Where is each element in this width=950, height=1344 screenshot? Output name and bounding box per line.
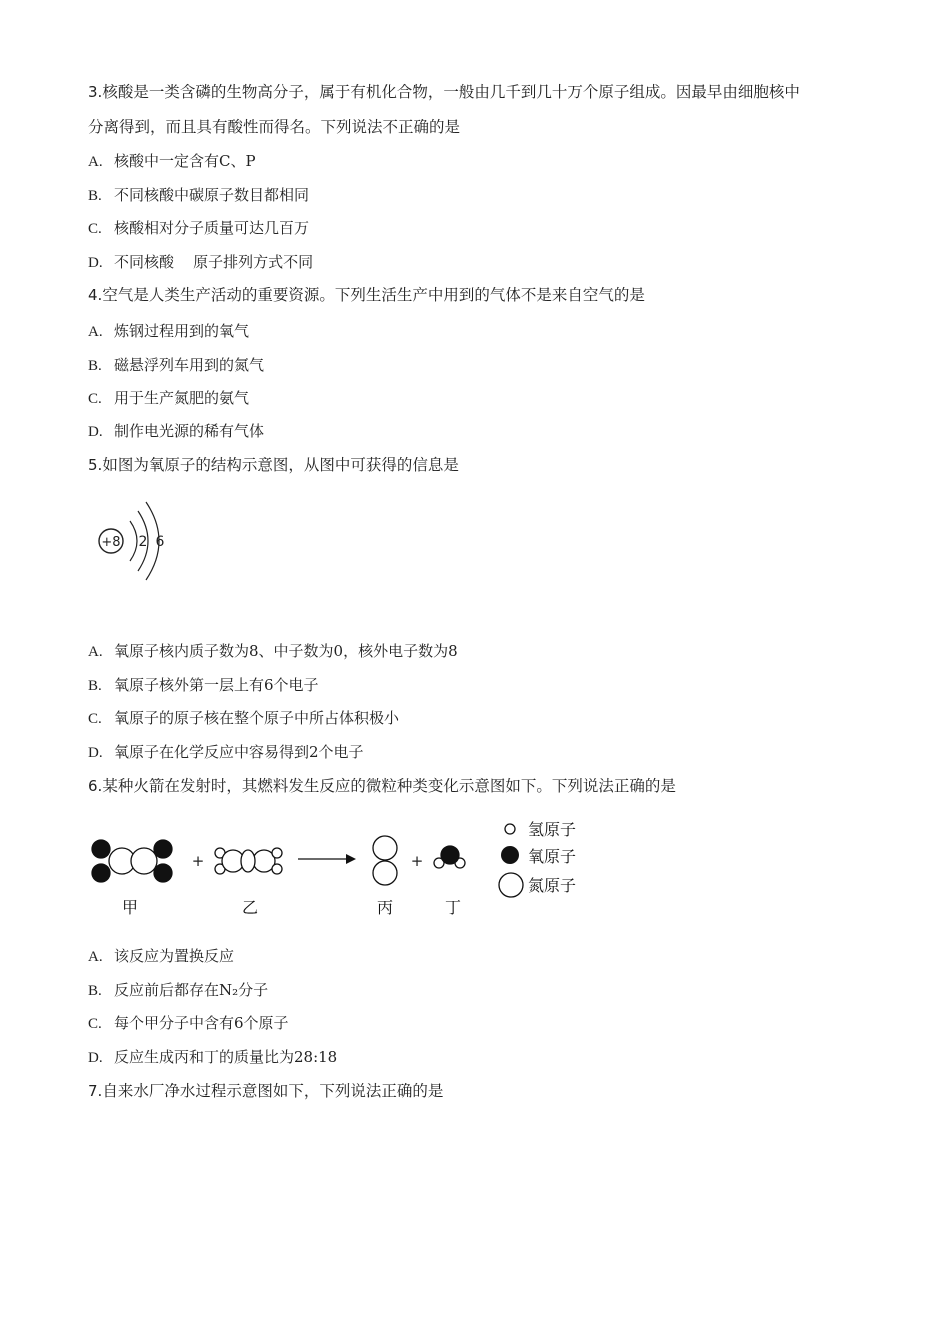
- q5-option-b[interactable]: [88, 675, 319, 696]
- question-6-stem: [88, 776, 676, 796]
- question-number: 6.: [88, 777, 103, 795]
- option-text: 核酸中一定含有C、P: [114, 152, 256, 170]
- option-letter: C.: [88, 1016, 102, 1032]
- question-number: 3.: [88, 83, 103, 101]
- option-text: 用于生产氮肥的氨气: [114, 389, 250, 407]
- q6-option-c[interactable]: [88, 1013, 289, 1034]
- q3-option-d[interactable]: [88, 252, 313, 273]
- option-letter: D.: [88, 255, 103, 271]
- option-letter: A.: [88, 324, 103, 340]
- option-letter: B.: [88, 358, 102, 374]
- option-text: 磁悬浮列车用到的氮气: [114, 356, 265, 374]
- q4-option-b[interactable]: [88, 355, 264, 376]
- question-number: 5.: [88, 456, 103, 474]
- nucleus-charge: +8: [101, 535, 121, 550]
- question-3-stem-line1: [88, 82, 800, 102]
- option-letter: A.: [88, 949, 103, 965]
- label-yi: 乙: [241, 898, 259, 917]
- option-text: 氧原子的原子核在整个原子中所占体积极小: [114, 709, 400, 727]
- molecule-ding: [434, 846, 465, 868]
- legend: [499, 820, 576, 897]
- q3-option-b[interactable]: [88, 185, 309, 206]
- legend-oxygen-symbol: [501, 846, 519, 864]
- legend-nitrogen-symbol: [499, 873, 523, 897]
- shell1-electrons: 2: [138, 534, 148, 550]
- legend-hydrogen-symbol: [505, 824, 515, 834]
- q3-option-a[interactable]: [88, 151, 256, 172]
- option-letter: A.: [88, 644, 103, 660]
- question-text: 空气是人类生产活动的重要资源。下列生活生产中用到的气体不是来自空气的是: [102, 286, 645, 304]
- molecule-bing: [373, 836, 397, 885]
- question-text: 某种火箭在发射时，其燃料发生反应的微粒种类变化示意图如下。下列说法正确的是: [102, 777, 676, 795]
- option-text: 该反应为置换反应: [114, 947, 235, 965]
- option-letter: C.: [88, 711, 102, 727]
- legend-nitrogen-label: 氮原子: [528, 876, 577, 895]
- question-3-stem-line2: 分离得到，而且具有酸性而得名。下列说法不正确的是: [88, 118, 461, 136]
- option-letter: B.: [88, 678, 102, 694]
- option-text: 制作电光源的稀有气体: [114, 422, 265, 440]
- q6-option-a[interactable]: [88, 946, 234, 967]
- label-ding: 丁: [444, 898, 462, 917]
- q5-option-c[interactable]: [88, 708, 399, 729]
- option-text: 反应生成丙和丁的质量比为28:18: [114, 1048, 338, 1066]
- reaction-arrow-head: [346, 854, 356, 864]
- option-letter: D.: [88, 745, 103, 761]
- option-letter: C.: [88, 221, 102, 237]
- q4-option-a[interactable]: [88, 321, 249, 342]
- option-text: 氧原子在化学反应中容易得到2个电子: [114, 743, 364, 761]
- molecule-jia: [92, 840, 172, 882]
- reaction-diagram: [88, 815, 598, 920]
- q6-option-b[interactable]: [88, 980, 268, 1001]
- option-text: 不同核酸中碳原子数目都相同: [114, 186, 310, 204]
- option-text: 每个甲分子中含有6个原子: [114, 1014, 289, 1032]
- q5-option-d[interactable]: [88, 742, 364, 763]
- oxygen-atom-structure-diagram: [92, 495, 182, 590]
- option-text: 氧原子核内质子数为8、中子数为0，核外电子数为8: [114, 642, 458, 660]
- q4-option-c[interactable]: [88, 388, 249, 409]
- option-text: 氧原子核外第一层上有6个电子: [114, 676, 319, 694]
- q3-option-c[interactable]: [88, 218, 309, 239]
- electron-shell-1-arc: [130, 521, 137, 561]
- question-5-stem: [88, 455, 459, 475]
- question-text: 如图为氧原子的结构示意图，从图中可获得的信息是: [102, 456, 459, 474]
- plus-sign-2: +: [410, 852, 424, 870]
- question-number: 7.: [88, 1082, 103, 1100]
- label-bing: 丙: [376, 898, 394, 917]
- option-letter: D.: [88, 1050, 103, 1066]
- option-text: 炼钢过程用到的氧气: [114, 322, 250, 340]
- shell2-electrons: 6: [155, 534, 165, 550]
- question-text: 核酸是一类含磷的生物高分子，属于有机化合物，一般由几千到几十万个原子组成。因最早由细胞核中: [102, 83, 800, 101]
- molecule-yi: [215, 848, 282, 874]
- q4-option-d[interactable]: [88, 421, 264, 442]
- option-text: 核酸相对分子质量可达几百万: [114, 219, 310, 237]
- option-letter: B.: [88, 188, 102, 204]
- plus-sign-1: +: [191, 852, 205, 870]
- question-4-stem: [88, 285, 645, 305]
- question-7-stem: [88, 1081, 443, 1101]
- option-text: 不同核酸 原子排列方式不同: [114, 253, 314, 271]
- question-number: 4.: [88, 286, 103, 304]
- option-text: 反应前后都存在N₂分子: [114, 981, 269, 999]
- legend-oxygen-label: 氧原子: [528, 847, 577, 866]
- option-letter: B.: [88, 983, 102, 999]
- option-letter: A.: [88, 154, 103, 170]
- option-letter: C.: [88, 391, 102, 407]
- legend-hydrogen-label: 氢原子: [528, 820, 577, 839]
- question-text: 自来水厂净水过程示意图如下，下列说法正确的是: [102, 1082, 444, 1100]
- q6-option-d[interactable]: [88, 1047, 337, 1068]
- q5-option-a[interactable]: [88, 641, 458, 662]
- label-jia: 甲: [121, 898, 139, 917]
- option-letter: D.: [88, 424, 103, 440]
